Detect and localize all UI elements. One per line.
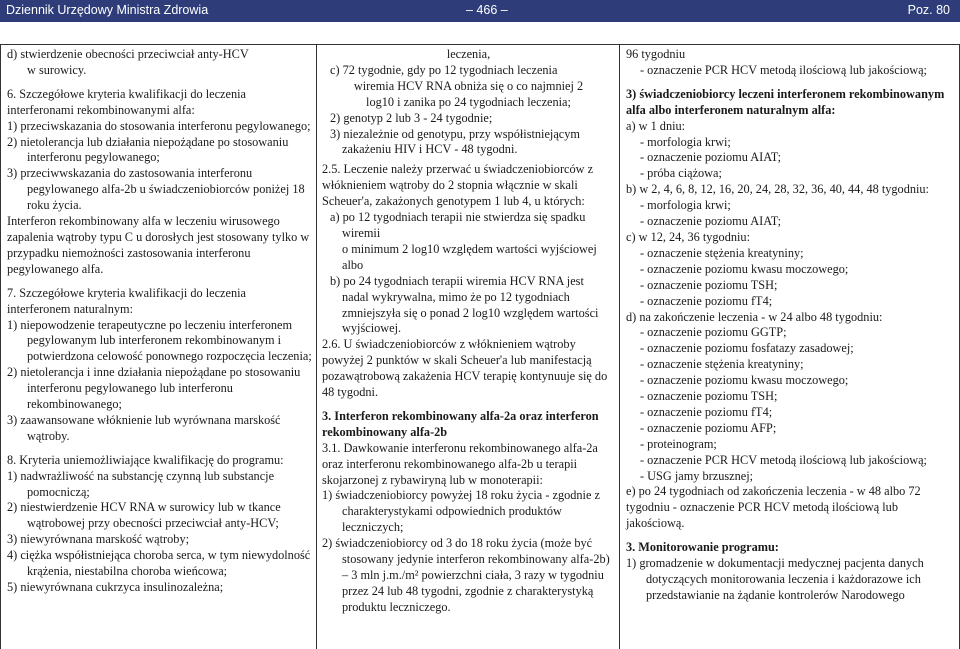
group-3-heading: 3) świadczeniobiorcy leczeni interferonem rekombinowanym alfa albo interferonem naturalnym alfa: [626, 86, 945, 117]
list-item: 2) nietolerancja lub działania niepożądane po stosowaniu interferonu pegylowanego; [7, 134, 289, 165]
column-right [620, 45, 960, 649]
list-item: 1) gromadzenie w dokumentacji medycznej pacjenta danych dotyczących monitorowania leczenia i każdorazowe ich przedstawianie na żądanie kontrolerów Narodowego [626, 556, 924, 602]
list-item: 2) niestwierdzenie HCV RNA w surowicy lub w tkance wątrobowej przy obecności przeciwciał anty-HCV; [7, 500, 281, 531]
paragraph-2-6: 2.6. U świadczeniobiorców z włóknieniem wątroby powyżej 2 punktów w skali Scheuer'a lub manifestacją pozawątrobową zakażenia HCV terapię kontynuuje się do 48 tygodni. [322, 337, 608, 400]
section-8-heading: 8. Kryteria uniemożliwiające kwalifikację do programu: [7, 452, 284, 467]
list-item: 1) nadwrażliwość na substancję czynną lub substancje pomocniczą; [7, 468, 275, 499]
list-item: 4) ciężka współistniejąca choroba serca, w tym niewydolność krążenia, niestabilna choroba wieńcowa; [7, 548, 311, 579]
text-line: zakażeniu HIV i HCV - 48 tygodni. [342, 142, 518, 157]
sub-heading: a) w 1 dniu: [626, 118, 686, 133]
paragraph-2-5: 2.5. Leczenie należy przerwać u świadczeniobiorców z włóknieniem wątroby do 2 stopnia włącznie w skali Scheuer'a, zakażonych genotypem 1 lub 4, u których: [322, 162, 594, 209]
column-middle [316, 45, 620, 649]
list-item: 5) niewyrównana cukrzyca insulinozależna; [7, 580, 224, 594]
list-item: - oznaczenie poziomu AFP; [640, 420, 777, 435]
list-item: - oznaczenie poziomu kwasu moczowego; [640, 261, 849, 276]
text-line: zmniejszyła się o ponad 2 log10 względem wartości [342, 305, 599, 320]
list-item: - oznaczenie poziomu fT4; [640, 293, 773, 308]
column-left [0, 45, 317, 649]
list-item: 1) przeciwskazania do stosowania interferonu pegylowanego; [7, 118, 311, 133]
list-item: - oznaczenie poziomu TSH; [640, 277, 778, 292]
list-item: - oznaczenie stężenia kreatyniny; [640, 357, 804, 372]
sub-heading: e) po 24 tygodniach od zakończenia leczenia - w 48 albo 72 tygodniu - oznaczenie PCR HCV metodą ilościową lub jakościową. [626, 484, 921, 531]
list-item: 3) niewyrównana marskość wątroby; [7, 532, 190, 547]
list-item: 2) świadczeniobiorcy od 3 do 18 roku życia (może być stosowany jedynie interferon rekombinowany alfa-2b) – 3 mln j.m./m² powierzchni ciała, 3 razy w tygodniu przez 24 lub 48 tygodni, zgodnie z charakterystyką produktu leczniczego. [322, 536, 610, 614]
text-line: 96 tygodniu [626, 47, 686, 61]
list-item: - oznaczenie poziomu kwasu moczowego; [640, 373, 849, 388]
list-item: - oznaczenie poziomu fT4; [640, 404, 773, 419]
journal-title: Dziennik Urzędowy Ministra Zdrowia [6, 3, 209, 17]
text-line: albo [342, 257, 364, 272]
list-item: - oznaczenie PCR HCV metodą ilościową lub jakościową; [640, 62, 927, 77]
list-item: 1) świadczeniobiorcy powyżej 18 roku życia - zgodnie z charakterystykami odpowiednich produktów leczniczych; [322, 488, 600, 535]
list-item: - oznaczenie PCR HCV metodą ilościową lub jakościową; [640, 452, 927, 467]
list-item: 2) genotyp 2 lub 3 - 24 tygodnie; [330, 110, 493, 125]
section-3-heading: 3. Interferon rekombinowany alfa-2a oraz interferon rekombinowany alfa-2b [322, 408, 599, 439]
paragraph-3-1: 3.1. Dawkowanie interferonu rekombinowanego alfa-2a oraz interferonu rekombinowanego alfa-2b u terapii skojarzonej z rybawiryną lub w monoterapii: [322, 440, 598, 487]
list-item: - próba ciążowa; [640, 166, 722, 181]
list-item: - oznaczenie poziomu GGTP; [640, 325, 787, 340]
list-item: - oznaczenie poziomu fosfatazy zasadowej; [640, 341, 854, 356]
section-7-heading: 7. Szczegółowe kryteria kwalifikacji do leczenia interferonem naturalnym: [7, 285, 246, 316]
content-table [0, 44, 960, 649]
item-d: d) stwierdzenie obecności przeciwciał anty-HCV [7, 47, 249, 61]
page-number: – 466 – [466, 3, 508, 17]
list-item: 1) niepowodzenie terapeutyczne po leczeniu interferonem pegylowanym lub interferonem rekombinowanym i potwierdzona celowość ponownego rozpoczęcia leczenia; [7, 317, 312, 364]
list-item: - USG jamy brzusznej; [640, 468, 754, 483]
text-line: wiremia HCV RNA obniża się o co najmniej 2 [353, 78, 584, 93]
paragraph: Interferon rekombinowany alfa w leczeniu wirusowego zapalenia wątroby typu C u dorosłych jest stosowany tylko w przypadku niemożności zastosowania interferonu pegylowanego alfa. [7, 214, 310, 276]
text-line: o minimum 2 log10 względem wartości wyjściowej [342, 241, 597, 256]
sub-heading: d) na zakończenie leczenia - w 24 albo 48 tygodniu: [626, 309, 883, 324]
sub-heading: b) w 2, 4, 6, 8, 12, 16, 20, 24, 28, 32, 36, 40, 44, 48 tygodniu: [626, 182, 929, 197]
list-item: a) po 12 tygodniach terapii nie stwierdza się spadku [330, 210, 586, 225]
list-item: - oznaczenie stężenia kreatyniny; [640, 245, 804, 260]
page-header [0, 0, 960, 22]
list-item: 3) przeciwwskazania do zastosowania interferonu pegylowanego alfa-2b u świadczeniobiorców poniżej 18 roku życia. [7, 166, 305, 213]
text-line: leczenia, [446, 47, 491, 61]
text-line: log10 i zanika po 24 tygodniach leczenia; [366, 94, 571, 109]
text-line: wyjściowej. [342, 321, 402, 336]
section-3-monitoring-heading: 3. Monitorowanie programu: [626, 540, 779, 555]
list-item: - oznaczenie poziomu TSH; [640, 389, 778, 404]
sub-heading: c) w 12, 24, 36 tygodniu: [626, 229, 750, 244]
text-line: nadal wykrywalna, mimo że po 12 tygodniach [342, 289, 570, 304]
list-item: - oznaczenie poziomu AIAT; [640, 150, 782, 165]
list-item: c) 72 tygodnie, gdy po 12 tygodniach leczenia [330, 62, 558, 77]
list-item: - morfologia krwi; [640, 134, 731, 149]
list-item: 3) zaawansowane włóknienie lub wyrównana marskość wątroby. [7, 412, 281, 443]
section-6-heading: 6. Szczegółowe kryteria kwalifikacji do leczenia interferonami rekombinowanymi alfa: [7, 86, 246, 117]
item-d-cont: w surowicy. [27, 62, 87, 77]
list-item: 2) nietolerancja i inne działania niepożądane po stosowaniu interferonu pegylowanego lub interferonu rekombinowanego; [7, 365, 301, 412]
list-item: - oznaczenie poziomu AIAT; [640, 214, 782, 229]
list-item: - morfologia krwi; [640, 198, 731, 213]
position-number: Poz. 80 [907, 3, 950, 17]
list-item: - proteinogram; [640, 436, 717, 451]
list-item: 3) niezależnie od genotypu, przy współistniejącym [330, 126, 580, 141]
text-line: wiremii [342, 225, 381, 240]
list-item: b) po 24 tygodniach terapii wiremia HCV RNA jest [330, 273, 584, 288]
